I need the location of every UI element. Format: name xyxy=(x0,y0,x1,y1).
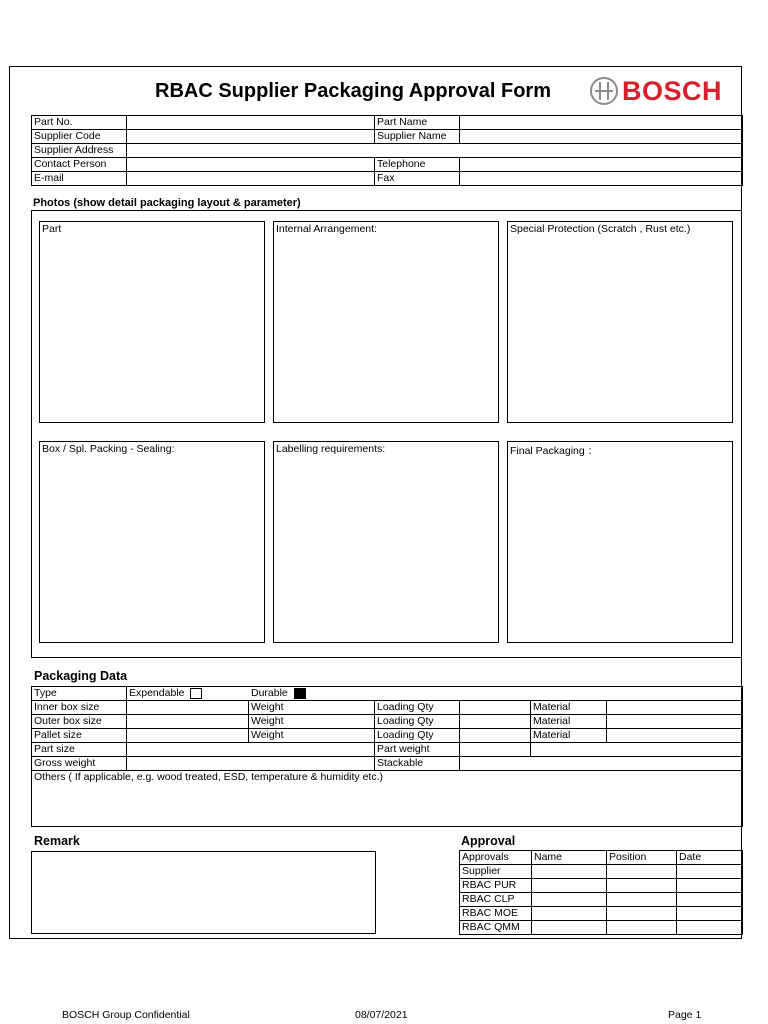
table-row xyxy=(460,879,743,893)
approver-position-field[interactable] xyxy=(607,893,677,907)
photo-label: Labelling requirements: xyxy=(276,443,386,455)
approver-name-field[interactable] xyxy=(532,879,607,893)
part-size-field[interactable] xyxy=(127,743,375,757)
expendable-option xyxy=(129,687,251,700)
approver-name-field[interactable] xyxy=(532,893,607,907)
label-loading-qty: Loading Qty xyxy=(375,729,460,743)
label-inner-box-size: Inner box size xyxy=(32,701,127,715)
durable-checkbox[interactable] xyxy=(294,688,306,699)
supplier-info-table xyxy=(31,115,743,186)
approver-date-field[interactable] xyxy=(677,893,743,907)
photo-box-part[interactable] xyxy=(39,221,265,423)
table-row xyxy=(32,158,743,172)
label-weight: Weight xyxy=(249,701,375,715)
label-part-no: Part No. xyxy=(32,116,127,130)
table-row xyxy=(460,865,743,879)
table-row xyxy=(460,921,743,935)
label-type: Type xyxy=(32,687,127,701)
approver-position-field[interactable] xyxy=(607,865,677,879)
outer-material-field[interactable] xyxy=(607,715,743,729)
approver-role: Supplier xyxy=(460,865,532,879)
label-material: Material xyxy=(531,701,607,715)
photo-box-internal-arrangement[interactable] xyxy=(273,221,499,423)
label-supplier-name: Supplier Name xyxy=(375,130,460,144)
label-part-weight: Part weight xyxy=(375,743,460,757)
label-part-size: Part size xyxy=(32,743,127,757)
table-row xyxy=(32,116,743,130)
part-weight-extra-field[interactable] xyxy=(531,743,743,757)
type-options xyxy=(127,687,743,701)
others-field[interactable] xyxy=(32,771,743,827)
label-material: Material xyxy=(531,729,607,743)
pallet-material-field[interactable] xyxy=(607,729,743,743)
table-row xyxy=(32,743,743,757)
approver-role: RBAC CLP xyxy=(460,893,532,907)
table-row xyxy=(460,893,743,907)
supplier-address-field[interactable] xyxy=(127,144,743,158)
photo-box-special-protection[interactable] xyxy=(507,221,733,423)
inner-material-field[interactable] xyxy=(607,701,743,715)
approval-table xyxy=(459,850,743,935)
approver-name-field[interactable] xyxy=(532,907,607,921)
table-row xyxy=(32,771,743,827)
expendable-checkbox[interactable] xyxy=(190,688,202,699)
table-row xyxy=(32,172,743,186)
label-email: E-mail xyxy=(32,172,127,186)
approver-position-field[interactable] xyxy=(607,907,677,921)
packaging-data-title: Packaging Data xyxy=(34,669,128,683)
approver-role: RBAC PUR xyxy=(460,879,532,893)
table-row xyxy=(32,130,743,144)
supplier-name-field[interactable] xyxy=(460,130,743,144)
contact-person-field[interactable] xyxy=(127,158,375,172)
label-loading-qty: Loading Qty xyxy=(375,701,460,715)
approver-date-field[interactable] xyxy=(677,865,743,879)
header-name: Name xyxy=(532,851,607,865)
header-position: Position xyxy=(607,851,677,865)
others-label: Others ( If applicable, e.g. wood treated, ESD, temperature & humidity etc.) xyxy=(34,771,383,783)
packaging-data-table xyxy=(31,686,743,827)
inner-loading-qty-field[interactable] xyxy=(460,701,531,715)
table-row xyxy=(460,851,743,865)
table-row xyxy=(460,907,743,921)
approver-position-field[interactable] xyxy=(607,879,677,893)
label-pallet-size: Pallet size xyxy=(32,729,127,743)
label-supplier-code: Supplier Code xyxy=(32,130,127,144)
photo-label: Special Protection (Scratch , Rust etc.) xyxy=(510,223,691,235)
table-row xyxy=(32,701,743,715)
pallet-size-field[interactable] xyxy=(127,729,249,743)
label-contact-person: Contact Person xyxy=(32,158,127,172)
label-outer-box-size: Outer box size xyxy=(32,715,127,729)
expendable-label: Expendable xyxy=(129,687,185,699)
approver-name-field[interactable] xyxy=(532,865,607,879)
inner-box-size-field[interactable] xyxy=(127,701,249,715)
email-field[interactable] xyxy=(127,172,375,186)
label-supplier-address: Supplier Address xyxy=(32,144,127,158)
approver-date-field[interactable] xyxy=(677,907,743,921)
label-stackable: Stackable xyxy=(375,757,460,771)
durable-label: Durable xyxy=(251,687,288,699)
table-row xyxy=(32,715,743,729)
photo-label: Box / Spl. Packing - Sealing: xyxy=(42,443,175,455)
telephone-field[interactable] xyxy=(460,158,743,172)
outer-loading-qty-field[interactable] xyxy=(460,715,531,729)
stackable-field[interactable] xyxy=(460,757,743,771)
approver-role: RBAC MOE xyxy=(460,907,532,921)
approver-date-field[interactable] xyxy=(677,879,743,893)
bosch-armature-icon xyxy=(590,77,618,105)
approval-title: Approval xyxy=(461,834,516,848)
pallet-loading-qty-field[interactable] xyxy=(460,729,531,743)
fax-field[interactable] xyxy=(460,172,743,186)
outer-box-size-field[interactable] xyxy=(127,715,249,729)
bosch-wordmark: BOSCH xyxy=(622,76,723,106)
form-title: RBAC Supplier Packaging Approval Form xyxy=(155,80,551,102)
header-date: Date xyxy=(677,851,743,865)
photo-box-sealing[interactable] xyxy=(39,441,265,643)
remark-title: Remark xyxy=(34,834,80,848)
table-row xyxy=(32,729,743,743)
gross-weight-field[interactable] xyxy=(127,757,375,771)
footer-date: 08/07/2021 xyxy=(355,1009,408,1021)
header-approvals: Approvals xyxy=(460,851,532,865)
label-fax: Fax xyxy=(375,172,460,186)
photos-title: Photos (show detail packaging layout & parameter) xyxy=(33,197,301,209)
approver-date-field[interactable] xyxy=(677,921,743,935)
label-weight: Weight xyxy=(249,715,375,729)
table-row xyxy=(32,144,743,158)
label-part-name: Part Name xyxy=(375,116,460,130)
approver-position-field[interactable] xyxy=(607,921,677,935)
label-gross-weight: Gross weight xyxy=(32,757,127,771)
part-name-field[interactable] xyxy=(460,116,743,130)
photo-box-labelling[interactable] xyxy=(273,441,499,643)
photo-label: Part xyxy=(42,223,62,235)
supplier-code-field[interactable] xyxy=(127,130,375,144)
label-material: Material xyxy=(531,715,607,729)
table-row xyxy=(32,757,743,771)
part-no-field[interactable] xyxy=(127,116,375,130)
bosch-logo xyxy=(590,77,722,105)
remark-field[interactable] xyxy=(31,851,376,934)
footer-confidential: BOSCH Group Confidential xyxy=(62,1009,190,1021)
footer-page-number: Page 1 xyxy=(668,1009,702,1021)
photo-label: Internal Arrangement: xyxy=(276,223,377,235)
label-weight: Weight xyxy=(249,729,375,743)
approver-name-field[interactable] xyxy=(532,921,607,935)
part-weight-field[interactable] xyxy=(460,743,531,757)
photo-box-final-packaging[interactable] xyxy=(507,441,733,643)
table-row xyxy=(32,687,743,701)
label-loading-qty: Loading Qty xyxy=(375,715,460,729)
photo-label: Final Packaging ： xyxy=(510,445,599,457)
label-telephone: Telephone xyxy=(375,158,460,172)
approver-role: RBAC QMM xyxy=(460,921,532,935)
